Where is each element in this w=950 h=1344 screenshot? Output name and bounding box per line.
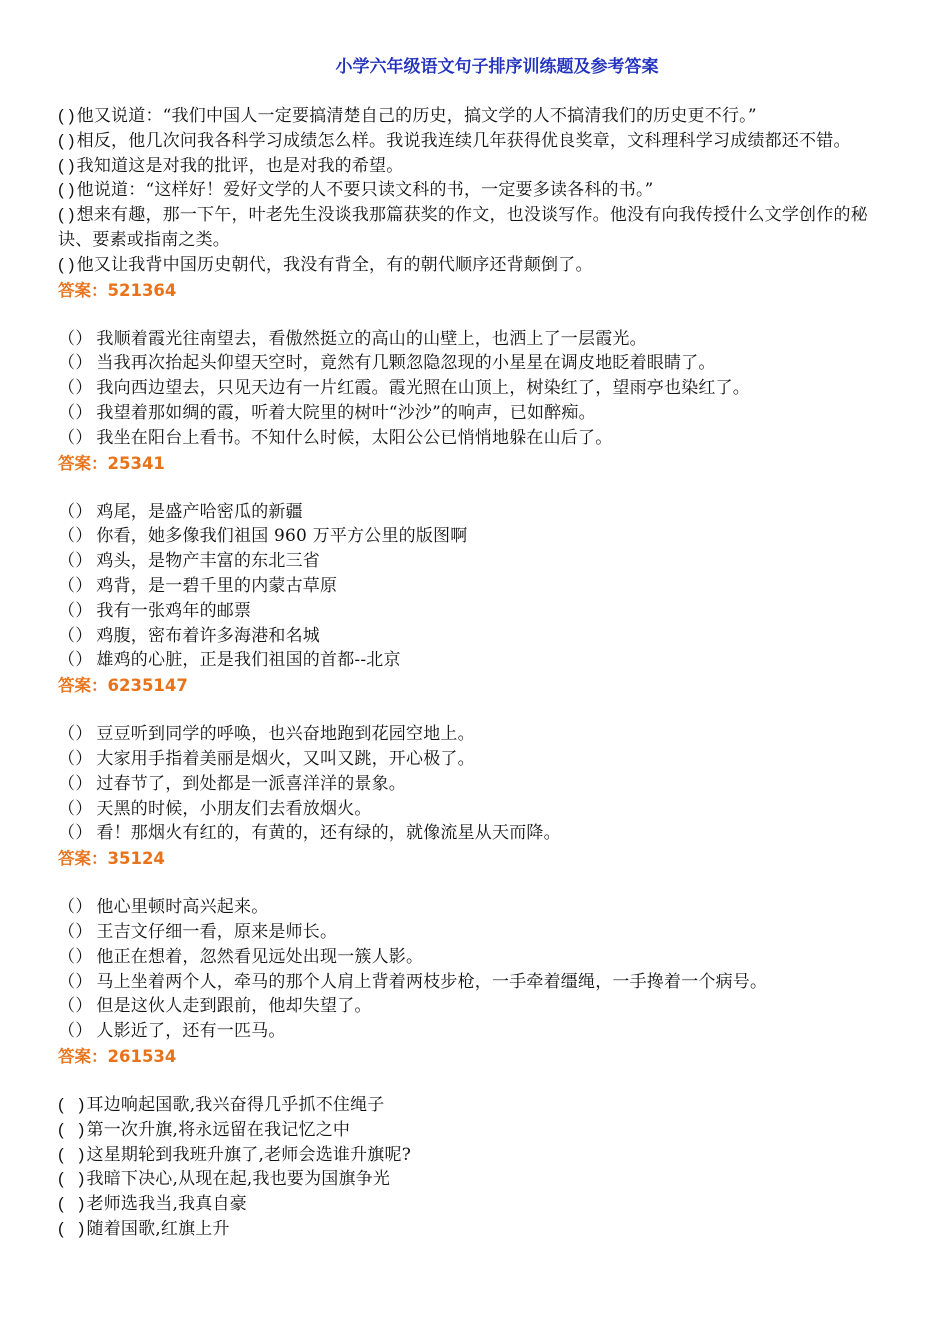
order-blank[interactable]: （）	[58, 427, 93, 448]
order-blank[interactable]: （）	[58, 625, 93, 646]
sentence-text: 相反，他几次问我各科学习成绩怎么样。我说我连续几年获得优良奖章，文科理科学习成绩都还不错。	[76, 130, 851, 151]
order-blank[interactable]: ( )	[58, 1119, 85, 1139]
sentence-text: 我望着那如绸的霞，听着大院里的树叶“沙沙”的响声，已如醉痴。	[96, 402, 596, 423]
sentence-text: 我向西边望去，只见天边有一片红霞。霞光照在山顶上，树染红了，望雨亭也染红了。	[96, 378, 751, 399]
exercise-section	[58, 327, 896, 476]
answer-key: 答案：261534	[58, 1046, 177, 1066]
sentence-text: 过春节了，到处都是一派喜洋洋的景象。	[96, 773, 407, 794]
sentence-item	[58, 920, 896, 945]
sentence-item	[58, 203, 896, 253]
sentence-text: 我顺着霞光往南望去，看傲然挺立的高山的山壁上，也洒上了一层霞光。	[96, 328, 647, 349]
order-blank[interactable]: （）	[58, 823, 93, 844]
exercise-section	[58, 500, 896, 699]
sentence-text: 我有一张鸡年的邮票	[96, 600, 252, 621]
answer-key: 答案：521364	[58, 280, 177, 300]
sentence-item	[58, 401, 896, 426]
sentence-text: 鸡背，是一碧千里的内蒙古草原	[96, 575, 338, 596]
answer-key: 答案：35124	[58, 849, 165, 869]
sentence-item	[58, 747, 896, 772]
sentence-item	[58, 722, 896, 747]
sentence-text: 王吉文仔细一看，原来是师长。	[96, 921, 338, 942]
document-page	[58, 52, 896, 1266]
sentence-text: 天黑的时候，小朋友们去看放烟火。	[96, 798, 372, 819]
order-blank[interactable]: （）	[58, 971, 93, 992]
sentence-item	[58, 253, 896, 278]
order-blank[interactable]: ( )	[58, 1194, 85, 1214]
sentence-text: 鸡尾，是盛产哈密瓜的新疆	[96, 501, 303, 522]
sentence-item	[58, 648, 896, 673]
order-blank[interactable]: （）	[58, 501, 93, 522]
sentence-text: 马上坐着两个人，牵马的那个人肩上背着两枝步枪，一手牵着缰绳，一手搀着一个病号。	[96, 971, 768, 992]
sentence-item	[58, 426, 896, 451]
answer-key: 答案：6235147	[58, 676, 188, 696]
sentence-item	[58, 351, 896, 376]
order-blank[interactable]: ( )	[58, 1094, 85, 1114]
sentence-item	[58, 500, 896, 525]
exercise-section	[58, 104, 896, 303]
order-blank[interactable]: ( )	[58, 180, 75, 200]
order-blank[interactable]: （）	[58, 996, 93, 1017]
sentence-item	[58, 1118, 896, 1143]
sentence-item	[58, 1019, 896, 1044]
sentence-item	[58, 1167, 896, 1192]
sentence-text: 随着国歌,红旗上升	[86, 1218, 230, 1239]
sentence-text: 人影近了，还有一匹马。	[96, 1021, 286, 1042]
order-blank[interactable]: （）	[58, 773, 93, 794]
order-blank[interactable]: （）	[58, 724, 93, 745]
sentence-item	[58, 376, 896, 401]
sentence-text: 这星期轮到我班升旗了,老师会选谁升旗呢?	[86, 1144, 412, 1165]
document-title: 小学六年级语文句子排序训练题及参考答案	[335, 57, 659, 77]
sentence-text: 豆豆听到同学的呼唤，也兴奋地跑到花园空地上。	[96, 724, 475, 745]
sentence-item	[58, 1093, 896, 1118]
sentence-text: 鸡头，是物产丰富的东北三省	[96, 551, 321, 572]
sentence-text: 我坐在阳台上看书。不知什么时候，太阳公公已悄悄地躲在山后了。	[96, 427, 613, 448]
order-blank[interactable]: （）	[58, 946, 93, 967]
sentence-text: 老师选我当,我真自豪	[86, 1194, 247, 1215]
sentence-item	[58, 945, 896, 970]
sentence-text: 雄鸡的心脏，正是我们祖国的首都--北京	[96, 650, 401, 671]
exercise-list	[58, 104, 896, 1242]
sentence-text: 他正在想着，忽然看见远处出现一簇人影。	[96, 946, 424, 967]
sentence-item	[58, 970, 896, 995]
sentence-item	[58, 821, 896, 846]
sentence-text: 他心里顿时高兴起来。	[96, 897, 269, 918]
sentence-item	[58, 574, 896, 599]
order-blank[interactable]: （）	[58, 551, 93, 572]
sentence-item	[58, 624, 896, 649]
sentence-text: 他又说道：“我们中国人一定要搞清楚自己的历史，搞文学的人不搞清我们的历史更不行。”	[76, 106, 757, 126]
sentence-item	[58, 178, 896, 203]
order-blank[interactable]: （）	[58, 402, 93, 423]
order-blank[interactable]: （）	[58, 650, 93, 671]
sentence-text: 鸡腹，密布着许多海港和名城	[96, 625, 321, 646]
order-blank[interactable]: （）	[58, 353, 93, 374]
order-blank[interactable]: ( )	[58, 254, 75, 274]
sentence-text: 大家用手指着美丽是烟火，又叫又跳，开心极了。	[96, 748, 475, 769]
sentence-text: 我知道这是对我的批评，也是对我的希望。	[76, 155, 404, 176]
order-blank[interactable]: ( )	[58, 130, 75, 150]
order-blank[interactable]: （）	[58, 798, 93, 819]
order-blank[interactable]: （）	[58, 1021, 93, 1042]
sentence-item	[58, 1143, 896, 1168]
order-blank[interactable]: ( )	[58, 1169, 85, 1189]
order-blank[interactable]: （）	[58, 921, 93, 942]
sentence-text: 我暗下决心,从现在起,我也要为国旗争光	[86, 1169, 391, 1190]
sentence-item	[58, 772, 896, 797]
sentence-item	[58, 599, 896, 624]
order-blank[interactable]: （）	[58, 600, 93, 621]
order-blank[interactable]: ( )	[58, 1218, 85, 1238]
sentence-text: 你看，她多像我们祖国 960 万平方公里的版图啊	[96, 526, 468, 547]
order-blank[interactable]: （）	[58, 575, 93, 596]
order-blank[interactable]: ( )	[58, 205, 75, 225]
order-blank[interactable]: ( )	[58, 155, 75, 175]
sentence-item	[58, 994, 896, 1019]
sentence-item	[58, 154, 896, 179]
sentence-text: 看！那烟火有红的，有黄的，还有绿的，就像流星从天而降。	[96, 823, 561, 844]
sentence-text: 他说道：“这样好！爱好文学的人不要只读文科的书，一定要多读各科的书。”	[76, 180, 654, 201]
order-blank[interactable]: （）	[58, 897, 93, 918]
order-blank[interactable]: （）	[58, 748, 93, 769]
sentence-item	[58, 895, 896, 920]
sentence-item	[58, 104, 896, 129]
exercise-section	[58, 895, 896, 1069]
sentence-text: 他又让我背中国历史朝代，我没有背全，有的朝代顺序还背颠倒了。	[76, 254, 593, 275]
order-blank[interactable]: ( )	[58, 1144, 85, 1164]
sentence-text: 耳边响起国歌,我兴奋得几乎抓不住绳子	[86, 1094, 385, 1115]
order-blank[interactable]: （）	[58, 328, 93, 349]
sentence-item	[58, 327, 896, 352]
sentence-item	[58, 524, 896, 549]
sentence-text: 第一次升旗,将永远留在我记忆之中	[86, 1119, 351, 1140]
sentence-item	[58, 129, 896, 154]
sentence-item	[58, 1217, 896, 1242]
sentence-text: 但是这伙人走到跟前，他却失望了。	[96, 996, 372, 1017]
sentence-text: 当我再次抬起头仰望天空时，竟然有几颗忽隐忽现的小星星在调皮地眨着眼睛了。	[96, 353, 716, 374]
exercise-section	[58, 722, 896, 871]
answer-key: 答案：25341	[58, 453, 165, 473]
sentence-item	[58, 549, 896, 574]
sentence-item	[58, 1192, 896, 1217]
order-blank[interactable]: （）	[58, 526, 93, 547]
sentence-text: 想来有趣，那一下午，叶老先生没谈我那篇获奖的作文，也没谈写作。他没有向我传授什么文学创作的秘诀、要素或指南之类。	[58, 205, 868, 250]
sentence-item	[58, 797, 896, 822]
order-blank[interactable]: ( )	[58, 106, 75, 125]
exercise-section	[58, 1093, 896, 1242]
order-blank[interactable]: （）	[58, 378, 93, 399]
